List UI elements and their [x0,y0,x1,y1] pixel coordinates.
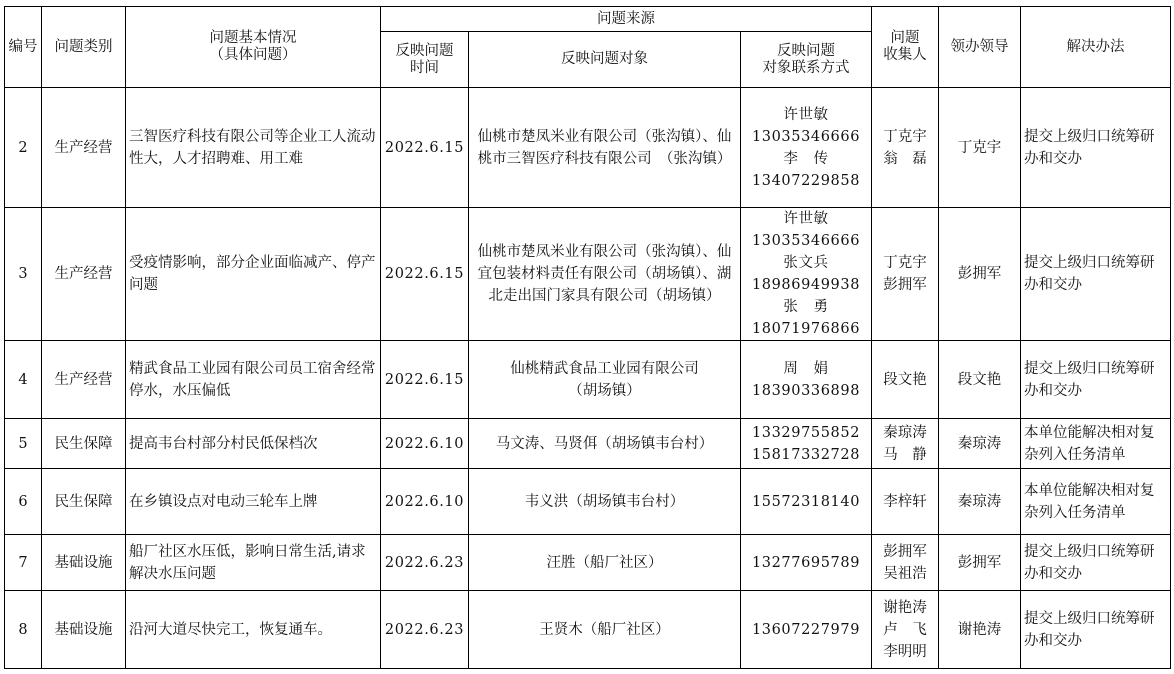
header-source: 问题来源 [381,7,872,32]
text-line: 汪胜（船厂社区） [546,554,663,571]
table-row [5,88,1171,208]
text-line: 8 [18,621,28,638]
text-line: 提交上级归口统筹研办和交办 [1024,360,1155,399]
cell-object [469,88,741,208]
text-line: 2022.6.15 [384,139,465,156]
cell-contact [741,469,872,535]
cell-object [469,208,741,341]
cell-contact [741,591,872,669]
problem-table-wrapper [4,6,1171,669]
cell-solution [1021,88,1171,208]
cell-object [469,419,741,469]
text-line: 提交上级归口统筹研办和交办 [1024,543,1155,582]
text-line: 基础设施 [54,621,113,638]
text-line: 收集人 [883,47,927,63]
cell-object [469,591,741,669]
text-line: 张文兵 [783,255,829,271]
text-line: 13277695789 [751,554,861,571]
cell-category [42,88,126,208]
cell-no [5,469,42,535]
cell-basic [126,88,381,208]
text-line: 18986949938 [751,277,861,293]
text-line: 3 [18,266,28,282]
cell-no [5,591,42,669]
text-line: 谢艳涛 [883,599,927,616]
text-line: 段文艳 [957,371,1002,388]
text-line: 生产经营 [54,371,113,388]
text-line: 船厂社区水压低，影响日常生活,请求解决水压问题 [129,543,366,582]
cell-collector [872,535,939,591]
text-line: 仙桃市楚凤米业有限公司（张沟镇）、仙宜包装材料责任有限公司（胡场镇）、湖北走出国门家具有限公司（胡场镇） [477,244,732,304]
cell-leader [939,208,1021,341]
header-basic [126,7,381,88]
text-line: 张 勇 [783,299,829,315]
text-line: 提交上级归口统筹研办和交办 [1024,610,1155,649]
text-line: 问题基本情况 [209,30,297,46]
table-row [5,419,1171,469]
cell-no [5,88,42,208]
cell-no [5,419,42,469]
cell-solution [1021,341,1171,419]
text-line: 4 [18,371,28,388]
text-line: 15817332728 [751,446,861,463]
header-collector [872,7,939,88]
text-line: 本单位能解决相对复杂列入任务清单 [1024,424,1155,463]
text-line: 仙桃市楚凤米业有限公司（张沟镇）、仙桃市三智医疗科技有限公司 （张沟镇） [477,128,732,167]
text-line: 沿河大道尽快完工，恢复通车。 [129,621,332,638]
cell-leader [939,535,1021,591]
text-line: 彭拥军 [957,266,1002,282]
cell-collector [872,341,939,419]
cell-contact [741,535,872,591]
cell-contact [741,208,872,341]
cell-time [381,208,469,341]
text-line: 民生保障 [54,493,113,510]
text-line: 吴祖浩 [883,565,927,582]
problem-table [4,6,1171,669]
cell-solution [1021,591,1171,669]
text-line: 18071976866 [751,321,861,337]
text-line: 18390336898 [751,382,861,399]
text-line: 翁 磊 [883,150,927,167]
text-line: 马文涛、马贤佴（胡场镇韦台村） [495,435,714,452]
text-line: 2022.6.23 [384,621,465,638]
text-line: 李明明 [883,643,927,660]
text-line: 13607227979 [751,621,861,638]
cell-leader [939,591,1021,669]
cell-basic [126,341,381,419]
text-line: 秦琼涛 [883,424,927,441]
header-solution: 解决办法 [1021,7,1171,88]
cell-time [381,341,469,419]
text-line: 谢艳涛 [957,621,1002,638]
text-line: 反映问题 [777,42,835,59]
cell-category [42,591,126,669]
cell-category [42,419,126,469]
cell-time [381,419,469,469]
text-line: 7 [18,554,28,571]
text-line: 周 娟 [783,360,829,377]
cell-leader [939,341,1021,419]
text-line: 受疫情影响，部分企业面临减产、停产问题 [129,255,376,293]
text-line: 彭拥军 [957,554,1002,571]
cell-leader [939,88,1021,208]
text-line: 提高韦台村部分村民低保档次 [129,435,318,452]
text-line: 基础设施 [54,554,113,571]
text-line: 提交上级归口统筹研办和交办 [1024,128,1155,167]
cell-collector [872,208,939,341]
text-line: 提交上级归口统筹研办和交办 [1024,255,1155,293]
table-row [5,469,1171,535]
cell-solution [1021,469,1171,535]
text-line: 13329755852 [751,424,861,441]
header-row-1 [5,7,1171,32]
cell-contact [741,341,872,419]
cell-object [469,535,741,591]
text-line: 2 [18,139,28,156]
table-row [5,208,1171,341]
header-leader: 领办领导 [939,7,1021,88]
table-row [5,535,1171,591]
text-line: 6 [18,493,28,510]
text-line: 问题 [890,30,920,46]
text-line: 丁克宇 [957,139,1002,156]
text-line: 民生保障 [54,435,113,452]
text-line: 彭拥军 [883,543,927,560]
header-no: 编号 [5,7,42,88]
cell-object [469,469,741,535]
cell-solution [1021,535,1171,591]
cell-category [42,535,126,591]
text-line: 15572318140 [751,493,861,510]
cell-solution [1021,419,1171,469]
text-line: 2022.6.15 [384,371,465,388]
text-line: 段文艳 [883,371,927,388]
text-line: 本单位能解决相对复杂列入任务清单 [1024,482,1155,521]
cell-basic [126,419,381,469]
header-contact [741,32,872,88]
header-category: 问题类别 [42,7,126,88]
cell-category [42,469,126,535]
text-line: 许世敏 [783,106,829,123]
table-row [5,591,1171,669]
text-line: 精武食品工业园有限公司员工宿舍经常停水，水压偏低 [129,360,376,399]
cell-no [5,341,42,419]
text-line: 时间 [410,59,439,76]
table-row [5,341,1171,419]
cell-basic [126,208,381,341]
text-line: 卢 飞 [883,621,927,638]
text-line: 仙桃精武食品工业园有限公司 [510,360,699,377]
text-line: 在乡镇设点对电动三轮车上牌 [129,493,318,510]
table-body [5,88,1171,669]
text-line: 2022.6.15 [384,266,465,282]
cell-leader [939,419,1021,469]
cell-time [381,591,469,669]
cell-basic [126,535,381,591]
text-line: （胡场镇） [568,382,641,399]
cell-no [5,535,42,591]
text-line: 许世敏 [783,211,829,227]
text-line: 2022.6.10 [384,435,465,452]
text-line: 丁克宇 [883,255,927,271]
cell-basic [126,591,381,669]
text-line: 2022.6.10 [384,493,465,510]
text-line: 韦义洪（胡场镇韦台村） [524,493,685,510]
cell-leader [939,469,1021,535]
text-line: 13407229858 [751,172,861,189]
text-line: 5 [18,435,28,452]
text-line: 李梓轩 [883,493,927,510]
text-line: 反映问题 [395,42,454,59]
cell-collector [872,419,939,469]
cell-time [381,535,469,591]
text-line: 2022.6.23 [384,554,465,571]
text-line: 彭拥军 [883,277,927,293]
cell-object [469,341,741,419]
cell-collector [872,88,939,208]
header-time [381,32,469,88]
cell-category [42,208,126,341]
cell-time [381,469,469,535]
cell-contact [741,419,872,469]
header-object: 反映问题对象 [469,32,741,88]
text-line: 13035346666 [751,128,861,145]
text-line: 马 静 [883,446,927,463]
text-line: 三智医疗科技有限公司等企业工人流动性大，人才招聘难、用工难 [129,128,376,167]
cell-solution [1021,208,1171,341]
text-line: 生产经营 [54,266,113,282]
cell-no [5,208,42,341]
cell-contact [741,88,872,208]
cell-collector [872,591,939,669]
text-line: 秦琼涛 [957,493,1002,510]
text-line: 生产经营 [54,139,113,156]
cell-collector [872,469,939,535]
cell-time [381,88,469,208]
text-line: 13035346666 [751,233,861,249]
text-line: （具体问题） [209,47,297,63]
cell-category [42,341,126,419]
text-line: 丁克宇 [883,128,927,145]
text-line: 秦琼涛 [957,435,1002,452]
text-line: 李 传 [783,150,829,167]
text-line: 对象联系方式 [762,59,850,76]
cell-basic [126,469,381,535]
text-line: 王贤木（船厂社区） [539,621,670,638]
